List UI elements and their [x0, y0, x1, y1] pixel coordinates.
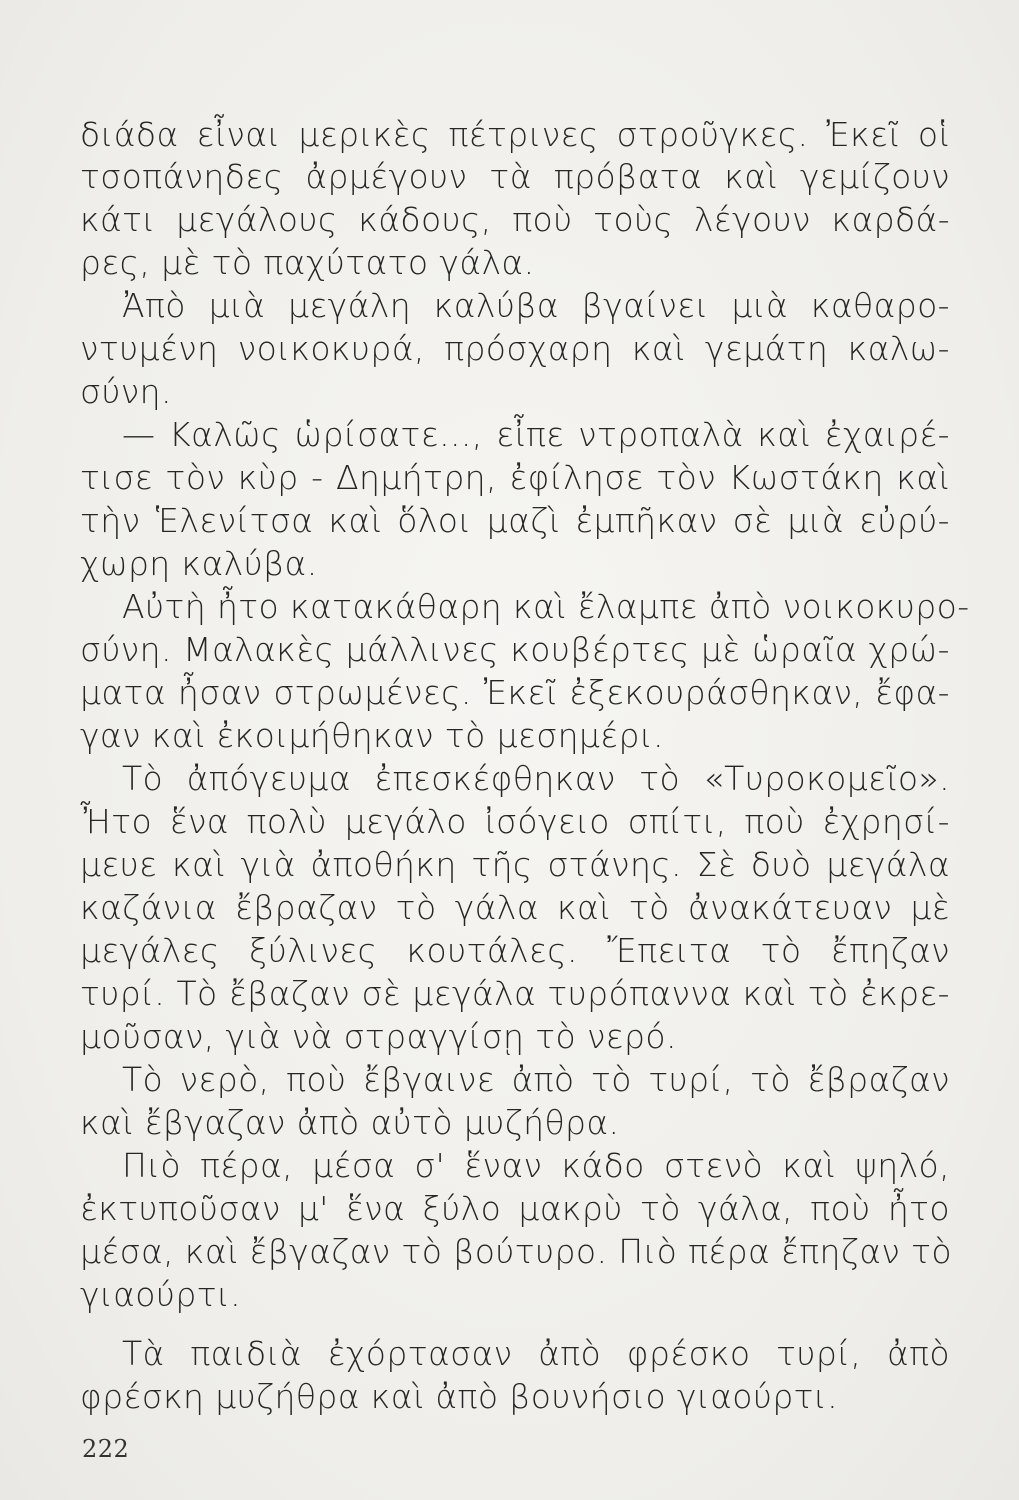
page-number: 222	[82, 1435, 130, 1463]
text-line: τὴν Ἑλενίτσα καὶ ὅλοι μαζὶ ἐμπῆκαν σὲ μιὰ εὐρύ-	[80, 501, 950, 540]
text-line: Πιὸ πέρα, μέσα σ' ἕναν κάδο στενὸ καὶ ψηλό,	[122, 1146, 950, 1185]
text-line: Αὐτὴ ἦτο κατακάθαρη καὶ ἔλαμπε ἀπὸ νοικοκυρο-	[122, 587, 970, 626]
text-line: — Καλῶς ὡρίσατε..., εἶπε ντροπαλὰ καὶ ἐχαιρέ-	[122, 415, 950, 454]
text-line: γαν καὶ ἐκοιμήθηκαν τὸ μεσημέρι.	[80, 716, 664, 755]
text-line: καὶ ἔβγαζαν ἀπὸ αὐτὸ μυζήθρα.	[80, 1103, 620, 1142]
text-line: διάδα εἶναι μερικὲς πέτρινες στροῦγκες. Ἐκεῖ οἱ	[80, 115, 950, 154]
text-line: Τὰ παιδιὰ ἐχόρτασαν ἀπὸ φρέσκο τυρί, ἀπὸ	[122, 1334, 950, 1373]
text-line: τσοπάνηδες ἀρμέγουν τὰ πρόβατα καὶ γεμίζουν	[80, 157, 950, 196]
text-line: Ἀπὸ μιὰ μεγάλη καλύβα βγαίνει μιὰ καθαρο-	[122, 286, 950, 325]
text-line: ρες, μὲ τὸ παχύτατο γάλα.	[80, 243, 535, 282]
text-line: μευε καὶ γιὰ ἀποθήκη τῆς στάνης. Σὲ δυὸ μεγάλα	[80, 845, 950, 884]
text-line: μέσα, καὶ ἔβγαζαν τὸ βούτυρο. Πιὸ πέρα ἔπηζαν τὸ	[80, 1232, 952, 1271]
text-line: ματα ἦσαν στρωμένες. Ἐκεῖ ἐξεκουράσθηκαν, ἔφα-	[80, 673, 950, 712]
text-line: χωρη καλύβα.	[80, 544, 318, 583]
text-line: τυρί. Τὸ ἔβαζαν σὲ μεγάλα τυρόπαννα καὶ τὸ ἐκρε-	[80, 974, 950, 1013]
text-line: κάτι μεγάλους κάδους, ποὺ τοὺς λέγουν καρδά-	[80, 200, 950, 239]
text-line: φρέσκη μυζήθρα καὶ ἀπὸ βουνήσιο γιαούρτι.	[80, 1377, 838, 1416]
text-line: τισε τὸν κὺρ - Δημήτρη, ἐφίλησε τὸν Κωστάκη καὶ	[80, 458, 950, 497]
text-line: γιαούρτι.	[80, 1275, 242, 1314]
text-line: καζάνια ἔβραζαν τὸ γάλα καὶ τὸ ἀνακάτευαν μὲ	[80, 888, 950, 927]
text-line: Τὸ ἀπόγευμα ἐπεσκέφθηκαν τὸ «Τυροκομεῖο».	[122, 759, 950, 798]
text-line: ἐκτυποῦσαν μ' ἕνα ξύλο μακρὺ τὸ γάλα, ποὺ ἦτο	[80, 1189, 950, 1228]
text-line: Τὸ νερὸ, ποὺ ἔβγαινε ἀπὸ τὸ τυρί, τὸ ἔβραζαν	[122, 1060, 950, 1099]
text-line: Ἦτο ἕνα πολὺ μεγάλο ἰσόγειο σπίτι, ποὺ ἐχρησί-	[80, 802, 950, 841]
text-line: μεγάλες ξύλινες κουτάλες. Ἔπειτα τὸ ἔπηζαν	[80, 931, 950, 970]
text-line: ντυμένη νοικοκυρά, πρόσχαρη καὶ γεμάτη καλω-	[80, 329, 950, 368]
text-line: σύνη. Μαλακὲς μάλλινες κουβέρτες μὲ ὡραῖα χρώ-	[80, 630, 950, 669]
text-line: σύνη.	[80, 372, 172, 411]
text-line: μοῦσαν, γιὰ νὰ στραγγίσῃ τὸ νερό.	[80, 1017, 677, 1056]
